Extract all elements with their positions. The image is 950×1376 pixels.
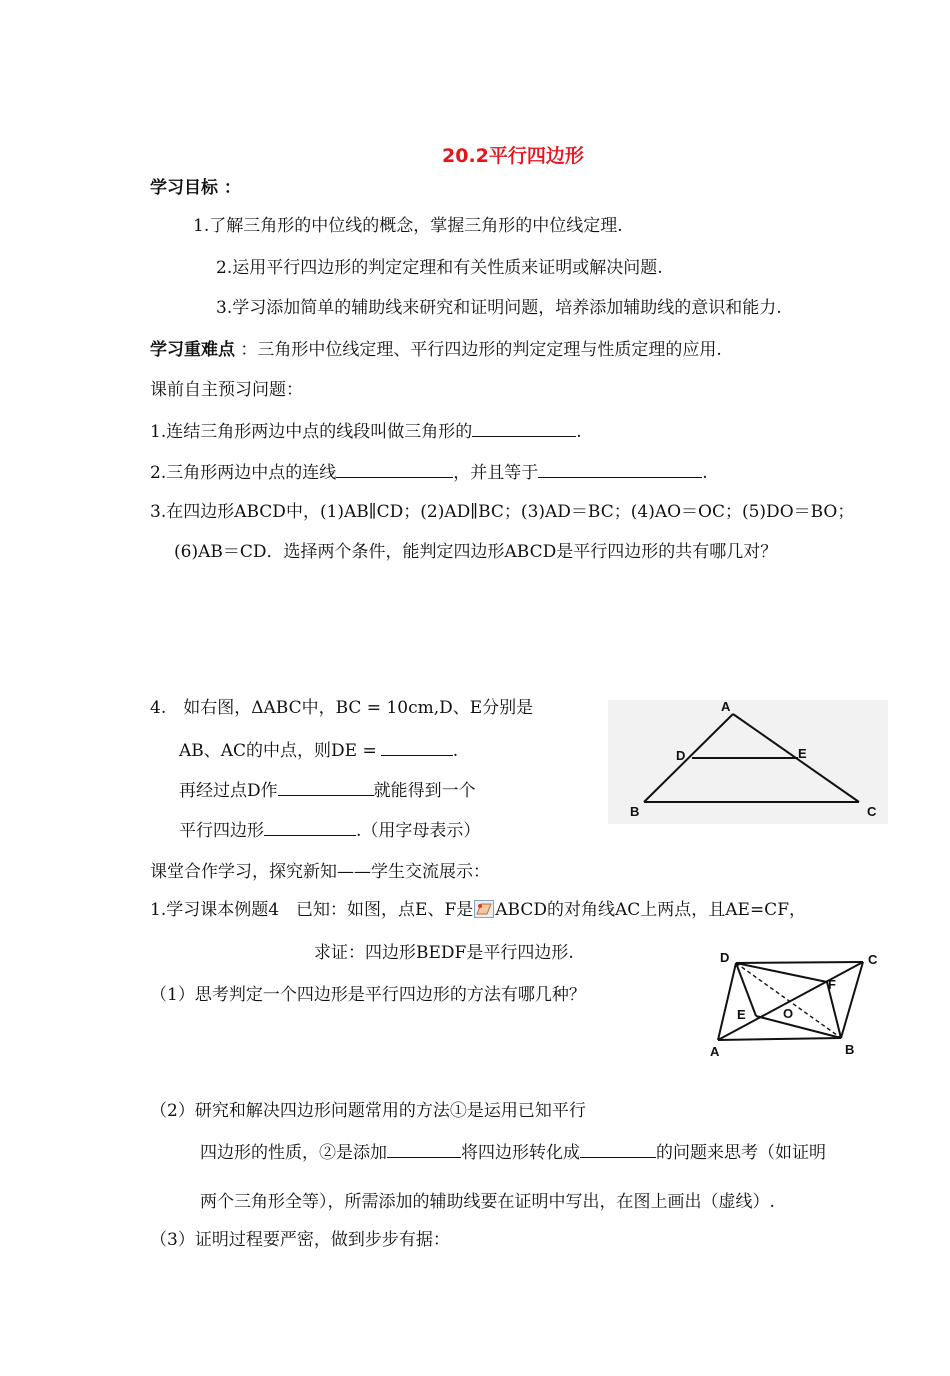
q4-de-text: AB、AC的中点，则DE = xyxy=(179,741,377,761)
q2-text: 2.三角形两边中点的连线 xyxy=(150,463,337,483)
example-1-text-a: 1.学习课本例题4 已知：如图，点E、F是 xyxy=(150,900,474,920)
part-2-line-1: （2）研究和解决四边形问题常用的方法①是运用已知平行 xyxy=(150,1101,586,1121)
q4-line-3 xyxy=(179,780,476,801)
q2-answer-blank-2[interactable] xyxy=(538,462,702,478)
q1-end: . xyxy=(576,422,582,442)
q4-through-d-text: 再经过点D作 xyxy=(179,781,278,801)
parallelogram-figure xyxy=(706,946,884,1060)
side-ad xyxy=(718,963,736,1040)
q4-get-text: 就能得到一个 xyxy=(373,781,476,801)
preview-question-1 xyxy=(150,421,582,442)
part-2-blank-1[interactable] xyxy=(387,1142,461,1158)
label-a: A xyxy=(710,1044,720,1059)
label-b: B xyxy=(630,804,640,819)
q1-text: 1.连结三角形两边中点的线段叫做三角形的 xyxy=(150,422,473,442)
page-title: 20.2平行四边形 xyxy=(442,145,584,167)
preview-question-3-line-2: (6)AB＝CD．选择两个条件，能判定四边形ABCD是平行四边形的共有哪几对？ xyxy=(174,542,778,562)
part-2-blank-2[interactable] xyxy=(580,1142,656,1158)
part-2-line-3: 两个三角形全等），所需添加的辅助线要在证明中写出，在图上画出（虚线）. xyxy=(200,1192,775,1212)
side-cb xyxy=(841,962,863,1038)
key-points-line xyxy=(150,340,722,360)
label-c: C xyxy=(867,804,877,819)
label-c: C xyxy=(868,952,878,967)
triangle-figure xyxy=(608,700,888,824)
label-d: D xyxy=(720,950,730,965)
q4-line-blank[interactable] xyxy=(278,780,374,796)
key-points-heading: 学习重难点 xyxy=(150,340,235,360)
key-points-text: ：三角形中位线定理、平行四边形的判定定理与性质定理的应用. xyxy=(240,340,722,360)
q4-notation-text: .（用字母表示） xyxy=(356,821,481,841)
q2-mid: ，并且等于 xyxy=(453,463,539,483)
objectives-heading: 学习目标 ： xyxy=(150,178,241,198)
preview-question-3-line-1: 3.在四边形ABCD中，(1)AB∥CD；(2)AD∥BC；(3)AD＝BC；(4)AO＝OC；(5)DO＝BO； xyxy=(150,502,855,522)
prove-statement: 求证：四边形BEDF是平行四边形. xyxy=(314,943,574,963)
q4-de-blank[interactable] xyxy=(381,740,453,756)
parallelogram-symbol-icon xyxy=(474,900,494,918)
preview-question-2 xyxy=(150,462,708,483)
side-dc xyxy=(736,962,863,963)
q4-parallelogram-text: 平行四边形 xyxy=(179,821,264,841)
label-o: O xyxy=(783,1006,794,1021)
part-3: （3）证明过程要严密，做到步步有据： xyxy=(150,1230,450,1250)
q4-line-4 xyxy=(179,820,480,841)
q1-answer-blank[interactable] xyxy=(472,421,576,437)
part-2-convert-text: 将四边形转化成 xyxy=(461,1143,580,1163)
part-2-think-text: 的问题来思考（如证明 xyxy=(656,1143,826,1163)
triangle-figure-bg xyxy=(608,700,888,824)
objective-item-2: 2.运用平行四边形的判定定理和有关性质来证明或解决问题. xyxy=(216,258,663,278)
part-2-line-2 xyxy=(200,1142,826,1163)
example-1-text-b: ABCD的对角线AC上两点，且AE=CF， xyxy=(495,900,806,920)
q2-end: . xyxy=(702,463,708,483)
part-1: （1）思考判定一个四边形是平行四边形的方法有哪几种？ xyxy=(150,985,586,1005)
label-e: E xyxy=(737,1007,746,1022)
label-f: F xyxy=(828,977,836,992)
q4-de-end: . xyxy=(452,741,459,761)
q4-line-2 xyxy=(179,740,458,761)
part-2-add-text: 四边形的性质，②是添加 xyxy=(200,1143,387,1163)
preview-heading: 课前自主预习问题： xyxy=(150,380,303,400)
label-a: A xyxy=(721,700,731,714)
label-b: B xyxy=(845,1042,855,1057)
objective-item-3: 3.学习添加简单的辅助线来研究和证明问题，培养添加辅助线的意识和能力. xyxy=(216,298,782,318)
segment-eb xyxy=(756,1016,841,1038)
classwork-heading: 课堂合作学习，探究新知——学生交流展示： xyxy=(150,862,490,882)
q4-line-1: 4. 如右图，ΔABC中，BC = 10cm,D、E分别是 xyxy=(150,698,534,718)
objective-item-1: 1.了解三角形的中位线的概念，掌握三角形的中位线定理. xyxy=(193,216,623,236)
q2-answer-blank-1[interactable] xyxy=(336,462,453,478)
q4-parallelogram-blank[interactable] xyxy=(264,820,356,836)
label-d: D xyxy=(676,748,686,763)
example-1-line xyxy=(150,900,806,920)
label-e: E xyxy=(798,746,807,761)
side-ab xyxy=(718,1038,841,1040)
